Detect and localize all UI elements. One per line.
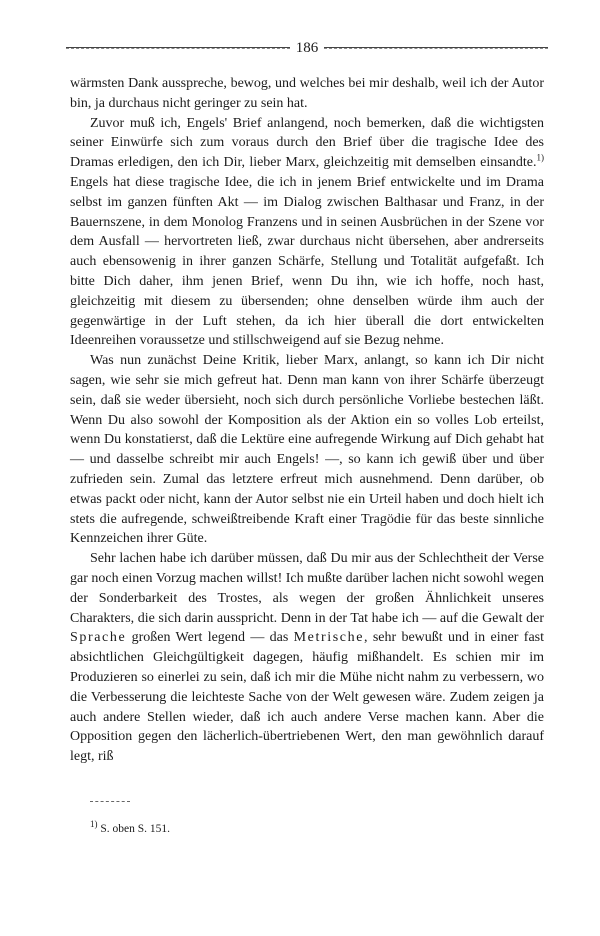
paragraph-text: Engels hat diese tragische Idee, die ich in jenem Brief entwickelte und im Drama selbst im ganzen fünften Akt — im Dialog zwischen Balthasar und Franz, in der Bauernszene, in dem Monolog Franzens und in seinen Ausbrüchen in der Szene vor dem Ausfall — hervortreten ließ, zwar durchaus nicht übersehen, aber andrerseits auch ebensowenig in ihrer ganzen Schärfe, Stellung und Totalität aufgefaßt. Ich bitte Dich daher, ihm jenen Brief, wenn Du ihn, wie ich hoffe, noch hast, gleichzeitig mit diesem zu übersenden; ohne denselben würde ihm auch der gegenwärtige in der Luft stehen, da ich hier überall die dort entwickelten Ideenreihen voraussetze und stillschweigend auf sie Bezug nehme. — [70, 174, 544, 349]
footnote-text: S. oben S. 151. — [100, 823, 171, 835]
header-rule-left — [66, 47, 290, 49]
footnote-separator — [90, 801, 130, 802]
spaced-emphasis: Metrische — [293, 630, 365, 646]
body-text — [70, 74, 544, 767]
paragraph-verses — [70, 549, 544, 767]
page-number: 186 — [295, 40, 319, 56]
paragraph-text: , sehr bewußt und in einer fast absichtlichen Gleichgültigkeit dagegen, häufig mißhandelt. Es schien mir im Produzieren so einerlei zu sein, daß ich mir die Mühe nicht nahm zu verbessern, wo die Verbesserung die leichteste Sache von der Welt gewesen wäre. Zudem zeigen ja auch andere Stellen wieder, daß ich auch andere Verse machen kann. Aber die Opposition gegen den lächerlich-übertriebenen Wert, den man gewöhnlich darauf legt, riß — [70, 630, 544, 765]
paragraph-engels-letter — [70, 114, 544, 352]
paragraph-text: Zuvor muß ich, Engels' Brief anlangend, noch bemerken, daß die wichtigsten seiner Einwürfe sich zum voraus durch den Brief über die tragische Idee des Dramas erledigen, den ich Dir, lieber Marx, gleichzeitig mit demselben einsandte. — [70, 115, 544, 171]
paragraph-text: Sehr lachen habe ich darüber müssen, daß Du mir aus der Schlechtheit der Verse gar noch einen Vorzug machen willst! Ich mußte darüber lachen nicht sowohl wegen der Sonderbarkeit des Trostes, als wegen der großen Ähnlichkeit unseres Charakters, die sich darin ausspricht. Denn in der Tat habe ich — auf die Gewalt der — [70, 551, 544, 626]
header-rule-right — [324, 47, 548, 49]
spaced-emphasis: Sprache — [70, 630, 127, 646]
paragraph-continued: wärmsten Dank ausspreche, bewog, und welches bei mir deshalb, weil ich der Autor bin, ja durchaus nicht geringer zu sein hat. — [70, 76, 544, 111]
footnote-reference: 1) — [536, 152, 544, 163]
footnote — [90, 819, 171, 836]
paragraph-critique: Was nun zunächst Deine Kritik, lieber Marx, anlangt, so kann ich Dir nicht sagen, wie sehr sie mich gefreut hat. Denn man kann von ihrer Schärfe überzeugt sein, daß sie weder übersieht, noch sich durch persönliche Vorliebe bestechen läßt. Wenn Du also sowohl der Komposition als der Aktion ein so volles Lob erteilst, wenn Du konstatierst, daß die Lektüre eine aufregende Wirkung auf Dich gehabt hat — und dasselbe schreibt mir auch Engels! —, so kann ich gewiß über und über zufrieden sein. Zumal das letztere erfreut mich ausnehmend. Denn darüber, ob etwas packt oder nicht, kann der Autor selbst nie ein Urteil haben und doch hielt ich stets die aufregende, schweißtreibende Kraft einer Tragödie für das beste sinnliche Kennzeichen ihrer Güte. — [70, 353, 544, 547]
paragraph-text: großen Wert legend — das — [126, 630, 294, 646]
footnote-marker: 1) — [90, 819, 98, 830]
running-header — [66, 40, 548, 56]
